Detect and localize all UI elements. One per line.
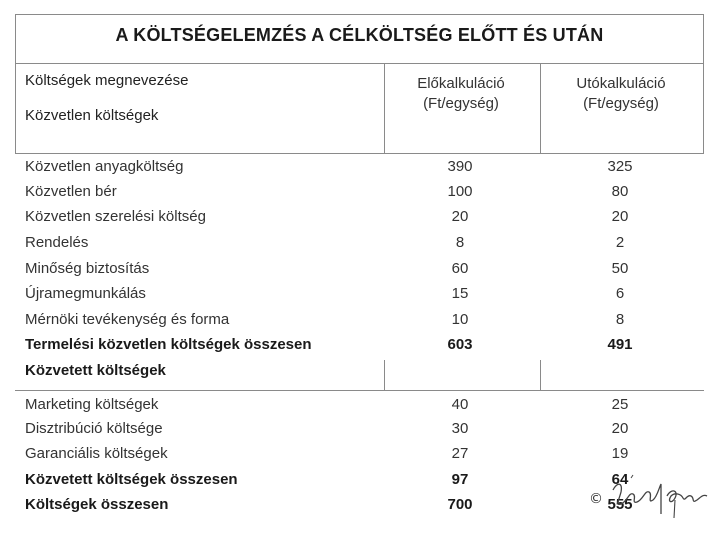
table-row — [15, 180, 704, 205]
row-name: Közvetett költségek — [25, 362, 166, 379]
pre-calculation-header — [386, 74, 536, 114]
copyright-mark: © — [589, 491, 603, 507]
row-name: Közvetlen anyagköltség — [25, 158, 184, 175]
section-indirect-costs — [15, 359, 704, 384]
pre-value: 20 — [451, 208, 469, 225]
post-calculation-header — [546, 74, 696, 114]
pre-value: 100 — [447, 183, 473, 200]
post-value: 50 — [611, 260, 629, 277]
header-divider-1 — [384, 64, 385, 154]
table-row — [15, 308, 704, 333]
table-row-subtotal — [15, 333, 704, 358]
post-calculation-unit: (Ft/egység) — [583, 95, 659, 112]
signature-stroke-2 — [667, 491, 707, 502]
row-name: Újramegmunkálás — [25, 285, 146, 302]
pre-value: 10 — [451, 311, 469, 328]
row-name: Közvetlen bér — [25, 183, 117, 200]
post-value: 325 — [607, 158, 633, 175]
table-row — [15, 282, 704, 307]
post-value: 20 — [611, 208, 629, 225]
post-value: 555 — [607, 496, 633, 513]
post-value: 2 — [615, 234, 625, 251]
post-value: 80 — [611, 183, 629, 200]
table-row — [15, 442, 704, 467]
post-value: 25 — [611, 396, 629, 413]
name-column-header: Költségek megnevezése — [25, 72, 189, 89]
section-separator — [15, 390, 704, 391]
pre-value: 700 — [447, 496, 473, 513]
row-name: Minőség biztosítás — [25, 260, 150, 277]
pre-value: 60 — [451, 260, 469, 277]
row-name: Disztribúció költsége — [25, 420, 163, 437]
handwritten-signature — [587, 470, 712, 525]
signature-stroke-3 — [674, 500, 675, 518]
row-name: Rendelés — [25, 234, 89, 251]
post-value: 6 — [615, 285, 625, 302]
pre-value: 15 — [451, 285, 469, 302]
row-name: Garanciális költségek — [25, 445, 168, 462]
signature-stroke-4 — [631, 475, 633, 478]
table-row — [15, 257, 704, 282]
post-calculation-label: Utókalkuláció — [576, 75, 666, 92]
header-divider-2 — [540, 64, 541, 154]
post-value: 20 — [611, 420, 629, 437]
section-direct-costs: Közvetlen költségek — [25, 107, 159, 124]
post-value: 64 — [611, 471, 629, 488]
table-row — [15, 155, 704, 180]
pre-calculation-label: Előkalkuláció — [417, 75, 505, 92]
table-row — [15, 205, 704, 230]
row-name: Közvetlen szerelési költség — [25, 208, 206, 225]
table-row — [15, 231, 704, 256]
row-name: Közvetett költségek összesen — [25, 471, 238, 488]
pre-value: 390 — [447, 158, 473, 175]
row-name: Költségek összesen — [25, 496, 169, 513]
title-box — [15, 14, 704, 64]
post-value: 19 — [611, 445, 629, 462]
pre-value: 603 — [447, 336, 473, 353]
table-row — [15, 417, 704, 442]
post-value: 491 — [607, 336, 633, 353]
page-title: A KÖLTSÉGELEMZÉS A CÉLKÖLTSÉG ELŐTT ÉS UTÁN — [115, 25, 604, 45]
pre-value: 40 — [451, 396, 469, 413]
row-name: Termelési közvetlen költségek összesen — [25, 336, 312, 353]
post-value: 8 — [615, 311, 625, 328]
signature-stroke-1 — [613, 484, 661, 514]
pre-value: 8 — [455, 234, 465, 251]
row-name: Mérnöki tevékenység és forma — [25, 311, 230, 328]
row-name: Marketing költségek — [25, 396, 159, 413]
table-row — [15, 393, 704, 418]
pre-value: 97 — [451, 471, 469, 488]
pre-calculation-unit: (Ft/egység) — [423, 95, 499, 112]
pre-value: 30 — [451, 420, 469, 437]
pre-value: 27 — [451, 445, 469, 462]
